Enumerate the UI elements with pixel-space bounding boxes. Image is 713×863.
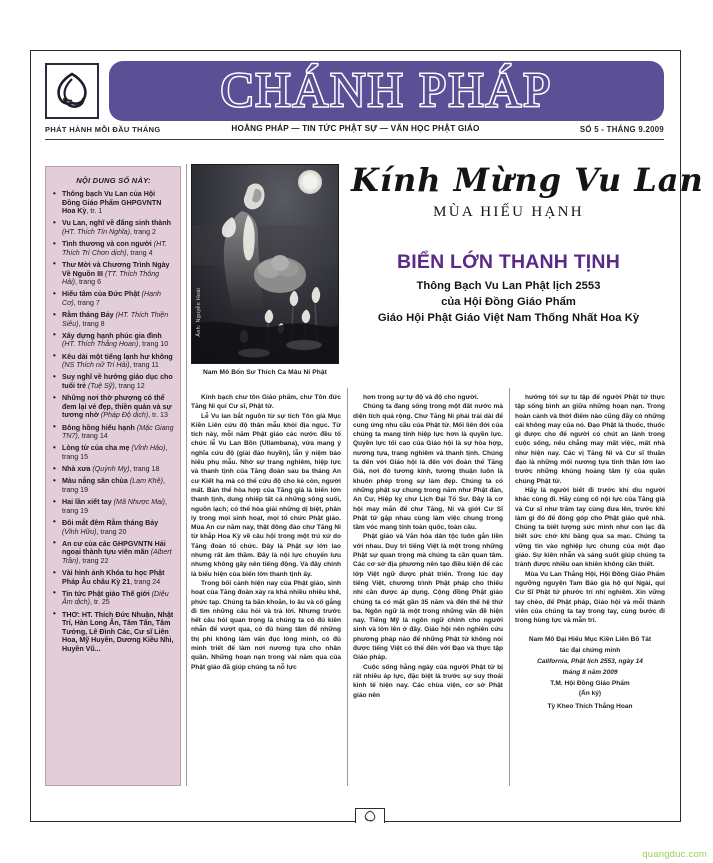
toc-item-page: , trang 20 [96,527,127,536]
toc-item-author: (TT. Thích Thông Hải) [62,269,160,287]
page-border [30,50,704,822]
toc-item-page: , trang 8 [78,319,105,328]
signature-line-2: tác đại chứng minh [559,647,621,655]
toc-item-title: Tin tức Phật giáo Thế giới [62,589,150,598]
toc-item-page: , trang 6 [75,278,102,287]
signature-block [515,635,665,711]
toc-item-page: , trang 2 [129,227,156,236]
toc-item-title: Bông hồng hiếu hạnh [62,423,135,432]
toc-item-title: Những nơi thờ phượng có thể đem lại vẻ đẹp, thiền quán và sự tương nhờ [62,394,172,420]
toc-item-author: (HT. Thích Thắng Hoan) [62,340,139,349]
toc-item[interactable] [53,332,174,349]
toc-heading: NỘI DUNG SỐ NÀY: [76,176,151,185]
toc-item-page: , tr. 1 [86,207,103,216]
article-paragraph: Trong bối cảnh hiện nay của Phật giáo, sinh hoạt của Tăng đoàn xảy ra khá nhiều nhiêu khê, phức tạp. Chúng ta băn khoăn, lo âu và cố gắng đi tìm những câu hỏi và trả lời. Nhưng trước hết câu hỏi quan trọng là chúng ta có đủ kiên nhẫn để vượt qua, có đủ hùng tâm để những thị phi không làm vẩn đục lòng mình, có đủ minh triết để làm nơi nương tựa cho nhân quần. Những hoạn nạn trong vài năm qua của Phật giáo đã giúp chúng ta nỗ lực [191,579,341,671]
toc-item[interactable] [53,569,174,586]
toc-item-title: Vài hình ảnh Khóa tu học Phật Pháp Âu châu Kỳ 21 [62,569,165,586]
site-watermark: quangduc.com [642,849,707,860]
article-headline: BIỂN LỚN THANH TỊNH [396,250,620,273]
toc-item-title: Hai lần xiết tay [62,498,112,507]
toc-item-author: (Diệu Âm dịch) [62,589,169,607]
toc-item-title: Tình thương và con người [62,240,152,249]
toc-item-title: Kêu dài một tiếng lạnh hư không [62,352,173,361]
toc-item-title: THƠ: HT. Thích Đức Nhuận, Nhật Trí, Hàn Long Ẩn, Tâm Tấn, Tâm Tưởng, Lê Đình Các, Cư sĩ Liên Hoa, Mỹ Huyền, Dương Kiều Nhi, Huyền Vũ... [62,610,174,653]
toc-item-page: , trang 14 [77,432,108,441]
newspaper-title-plate [109,61,664,121]
toc-item-page: , trang 22 [78,556,109,565]
toc-item[interactable] [53,519,174,536]
column-rule [347,388,348,786]
toc-item[interactable] [53,311,174,328]
toc-item-page: , trang 19 [62,498,168,515]
toc-item-page: , tr. 13 [148,411,168,420]
toc-item[interactable] [53,477,174,494]
toc-item[interactable] [53,444,174,461]
headline-deck-line-1: Thông Bạch Vu Lan Phật lịch 2553 [416,279,601,292]
toc-item-author: (Pháp Độ dịch) [100,411,149,420]
signature-seal: (Ấn ký) [578,690,602,698]
toc-item-title: Xây dựng hạnh phúc gia đình [62,331,162,340]
toc-item[interactable] [53,465,174,474]
toc-item[interactable] [53,290,174,307]
headline-deck-line-3: Giáo Hội Phật Giáo Việt Nam Thống Nhất Hoa Kỳ [377,311,640,324]
toc-item-author: (Vĩnh Hảo) [131,444,166,453]
masthead-sections: HOẰNG PHÁP — TIN TỨC PHẬT SỰ — VĂN HỌC PHẬT GIÁO [231,124,480,133]
toc-item-page: , tr. 25 [90,598,110,607]
toc-item-title: Thư Mời và Chương Trình Ngày Về Nguồn III [62,260,170,278]
toc-item[interactable] [53,498,174,515]
signature-body: T.M. Hội Đồng Giáo Phẩm [550,679,630,687]
toc-item-author: (Tuệ Sỹ) [88,382,115,391]
toc-item-author: (Vĩnh Hữu) [62,527,97,536]
toc-item-author: (HT. Thích Thiện Siêu) [62,311,169,328]
photo-caption: Nam Mô Bổn Sư Thích Ca Mâu Ni Phật [203,369,327,376]
photo-credit: Ảnh: Nguyễn Hoài [196,288,202,337]
toc-item-page: , trang 10 [138,340,169,349]
toc-item[interactable] [53,540,174,566]
toc-item-title: Đôi mắt đêm Rằm tháng Bảy [62,518,159,527]
toc-item-page: , trang 11 [129,361,159,370]
toc-item-title: Vu Lan, nghĩ về đấng sinh thành [62,219,171,228]
toc-item-page: , trang 15 [62,444,168,461]
toc-item[interactable] [53,190,174,216]
article-column-2 [353,393,503,700]
toc-item-page: , trang 12 [114,382,145,391]
toc-item-author: (HT. Thích Trí Chơn dịch) [62,240,167,257]
toc-item-author: (HT. Thích Tín Nghĩa) [62,227,130,236]
masthead-divider [45,139,664,140]
headline-script: Kính Mừng Vu Lan [351,161,704,199]
toc-item-author: (NS Thích nữ Trí Hải) [62,361,130,370]
toc-item[interactable] [53,373,174,390]
article-paragraph: Hãy là người biết đi trước khi dìu người khác cùng đi. Hãy cùng cố nội lực của Tăng già và Cư sĩ như trăm tay cùng đưa lên, trước khi làm gì đó để đóng góp cho Phật giáo quê nhà. Chúng ta biết lượng sức mình như con lạc đà biết sức chở khi băng qua sa mạc. Chúng ta vững tin vào nghiệp lực chung của một đạo giáo. Sự kiên nhẫn và sáng suốt giúp chúng ta tránh được nhiều oan khiên không cần thiết. [515,486,665,569]
article-paragraph: Lễ Vu lan bắt nguồn từ sự tích Tôn giả Mục Kiền Liên cứu độ thân mẫu khỏi địa ngục. Từ tích này, mỗi năm Phật giáo các nước đều tổ chức lễ Vu Lan Bồn (Ullambana), vừa mang ý nghĩa cứu độ (giải đảo huyền), lẫn ý niệm báo hiếu phụ mẫu. Nhờ sự trang nghiêm, hiệp lực và thanh tịnh của Tăng đoàn sau ba tháng An cư Kiết hạ mà có thể cứu độ cho kẻ còn, người mất. Bản thể hòa hợp của Tăng già là biển lớn thanh tịnh, dung nhiếp tất cả những sông suối, nguồn lạch; có thể hòa giải những dị biệt, phân ly trong mọi sinh hoạt, mọi tổ chức Phật giáo. Mùa An cư năm nay, thật đông đảo chư Tăng Ni từ khắp Hoa Kỳ về câu hội trong một trú xứ do Tăng đoàn tổ chức. Đây là Phật sự lớn lao nhưng rất âm thầm. Đây là nội lực chuyển lưu nhưng không gây nên tiếng động. Và đây chính là biểu hiện của biển lớn thanh tịnh ấy. [191,412,341,578]
signature-name: Tỳ Kheo Thích Thắng Hoan [547,702,633,710]
column-rule [186,164,187,786]
table-of-contents [45,166,181,786]
toc-item-title: Thông bạch Vu Lan của Hội Đồng Giáo Phẩm GHPGVNTN Hoa Kỳ [62,190,162,216]
signature-date-2: tháng 8 năm 2009 [562,668,618,676]
article-paragraph: Cuộc sống hằng ngày của người Phật tử bị rất nhiều áp lực, đặc biệt là trước sự suy thoái kinh tế hiện nay. Các chùa viện, cơ sở Phật giáo nên [353,663,503,699]
toc-item-title: Rằm tháng Bảy [62,311,114,320]
toc-item-page: , trang 19 [62,477,165,494]
toc-item[interactable] [53,590,174,607]
signature-date-1: California, Phật lịch 2553, ngày 14 [537,658,643,666]
toc-item-title: An cư của các GHPGVNTN Hải ngoại thành tựu viên mãn [62,539,166,557]
toc-item-page: , trang 7 [73,298,100,307]
lotus-bud-icon [45,63,99,119]
toc-item-author: (Mặc Giang TN7) [62,423,174,441]
article-paragraph: Kính bạch chư tôn Giáo phẩm, chư Tôn đức Tăng Ni quí Cư sĩ, Phật tử. [191,394,341,411]
article-paragraph: Phật giáo và Văn hóa dân tộc luôn gắn liền với nhau. Duy trì tiếng Việt là một trong những Phật sự quan trọng mà chúng ta cần quan tâm. Các cơ sở địa phương nên tạo điều kiện để các lớp Việt ngữ được phát triển. Trong lúc dạy tiếng Việt, chương trình Phật pháp cho thiếu nhi cần được áp dụng. Cộng đồng Phật giáo chúng ta có mặt gần 35 năm và đến thế hệ thứ ba. Ngôn ngữ là một trong những vấn đề hiện nay. Tiếng Mỹ là ngôn ngữ chính cho người sinh và lớn lên ở đây. Giáo hội nên nghiên cứu phương pháp nào để những Phật tử không nói được tiếng Việt có thể đến với Đạo và thực tập Giáo pháp. [353,533,503,662]
toc-item-title: Suy nghĩ về hướng giáo dục cho tuổi trẻ [62,373,173,391]
toc-item[interactable] [53,261,174,287]
toc-item-author: (Quỳnh Mỵ) [92,465,130,474]
toc-item-author: (Hạnh Cơ) [62,290,161,307]
toc-item[interactable] [53,424,174,441]
toc-item-title: Lòng từ của cha mẹ [62,444,130,453]
toc-item[interactable] [53,240,174,257]
masthead-issue: SỐ 5 - THÁNG 9.2009 [579,125,664,134]
toc-item-page: , trang 18 [129,465,160,474]
article-column-1 [191,393,341,672]
signature-line-1: Nam Mô Đại Hiếu Mục Kiền Liên Bồ Tát [528,636,652,644]
toc-item-title: Màu nắng sân chùa [62,477,128,486]
toc-item-page: , trang 24 [130,577,161,586]
toc-item-title: Nhà xưa [62,465,91,474]
toc-item-author: (Mã Nhược Mai) [113,498,166,507]
headline-block [351,161,704,324]
toc-item[interactable] [53,353,174,370]
column-rule [509,388,510,786]
masthead [31,51,680,149]
article-paragraph: Mùa Vu Lan Thắng Hội, Hội Đồng Giáo Phẩm ngưỡng nguyện Tam Bảo gia hộ quí Ngài, quí Cư Sĩ Phật tử phước trí nhị nghiêm. Xin vững tay chèo, để Phật pháp, Giáo hội và mỗi thành viên của chúng ta tay trong tay, cùng bước đi trong hùng lực và mẫn trí. [515,570,665,625]
headline-subtitle: MÙA HIẾU HẠNH [433,203,584,220]
toc-item[interactable] [53,394,174,420]
toc-item[interactable] [53,219,174,236]
article-paragraph: hướng tới sự tu tập để người Phật tử thực tập sống bình an giữa những hoạn nạn. Trong hoàn cảnh và thời điểm nào cũng đầy có những cái không may của nó. Đạo Phật là thuốc, thuốc gì được cho để người có chút an lành trong cuộc sống, nếu chẳng may mất việc, mất nhà như hiện nay. Các vị Tăng Ni và Cư sĩ thuần đạo là những mối nương tựa tinh thần lớn lao trước những khủng hoảng tâm lý của quần chúng Phật tử. [515,394,665,485]
toc-list [53,190,174,654]
headline-deck-line-2: của Hội Đồng Giáo Phẩm [441,295,576,308]
toc-item-author: (Lam Khê) [129,477,163,486]
content-area [31,150,704,822]
masthead-frequency: PHÁT HÀNH MỖI ĐẦU THÁNG [45,125,161,134]
footer-logo-tab [355,808,385,823]
article-paragraph: Chúng ta đang sống trong một đất nước mà diện tích quá rộng. Chư Tăng Ni phải trải dài để cung ứng nhu cầu của Phật tử. Mối liên đới của chúng ta mang tính hiệp lực hơn là quyền lực. Quyền lực tối cao của Giáo hội là sự hòa hợp, nương tựa, trang nghiêm và thanh tịnh. Chúng ta đến với Giáo hội là đến với đoàn thể Tăng Già, nơi đó tương kính, tương thuận luôn là khuôn phép trong sự làm đẹp. Chúng ta có những phật sự chung trong năm như Phật đản, An Cư, Hiệp kỵ chư Lịch Đại Tổ Sư. Đây là cơ hội may mắn để chư Tăng, Ni và giới Cư Sĩ Phật tử gặp nhau cùng làm việc chung trong tầm vóc mang tính toàn quốc, toàn cầu. [353,403,503,532]
toc-item-author: (Albert Trần) [62,548,172,565]
page-title: CHÁNH PHÁP [220,61,553,117]
cover-photo [191,164,339,364]
toc-item-title: Hiếu tâm của Đức Phật [62,290,140,299]
toc-item-page: , trang 4 [126,248,153,257]
article-paragraph: hơn trong sự tự độ và độ cho người. [363,394,479,401]
article-column-3 [515,393,665,711]
toc-item[interactable] [53,611,174,654]
